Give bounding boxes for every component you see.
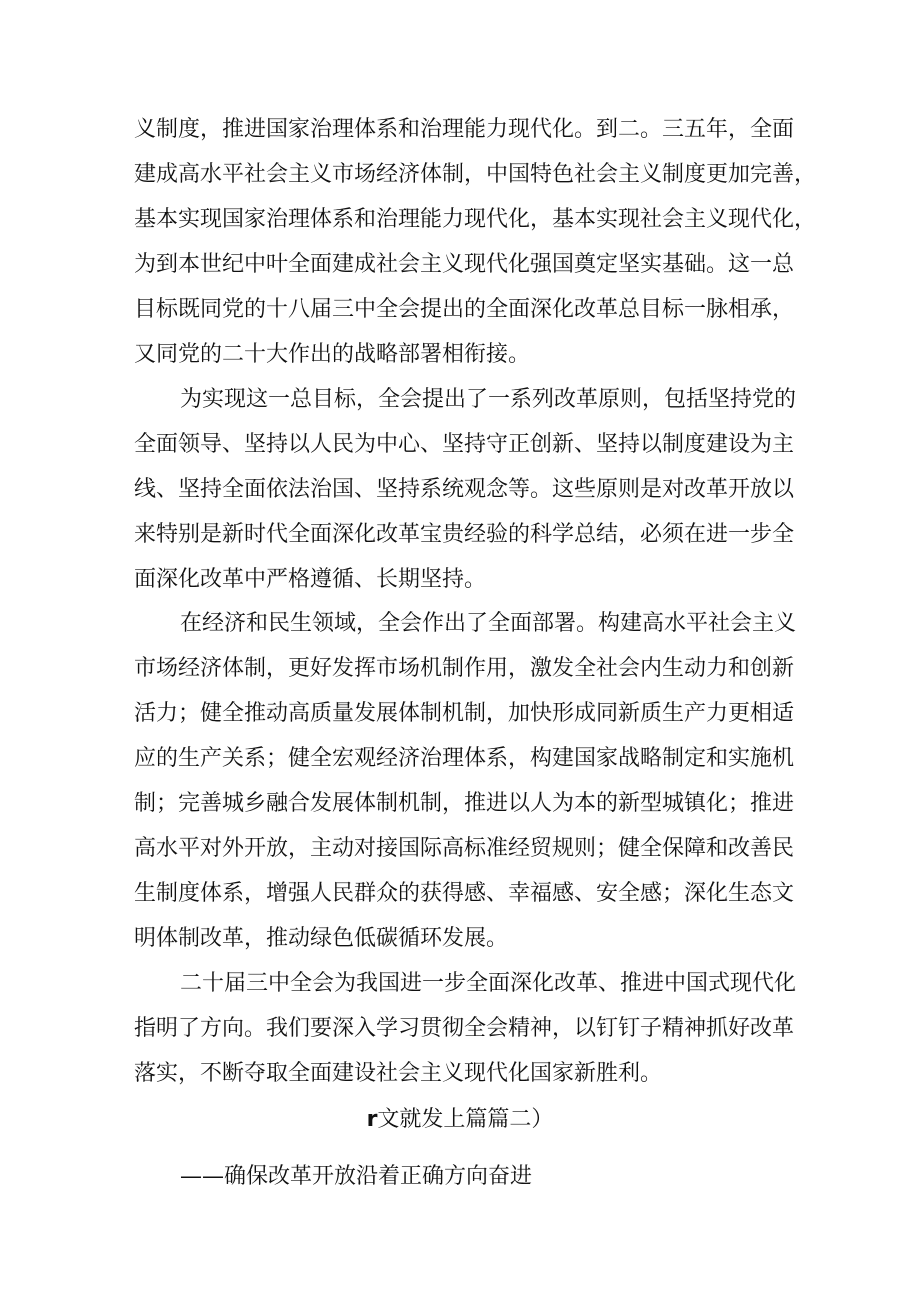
paragraph-line: 在经济和民生领域，全会作出了全面部署。构建高水平社会主义	[180, 611, 797, 636]
paragraph-line: 义制度，推进国家治理体系和治理能力现代化。到二。三五年，全面	[134, 117, 795, 142]
paragraph-line: 生制度体系，增强人民群众的获得感、幸福感、安全感；深化生态文	[134, 881, 795, 906]
section-heading-text: 文就发上篇篇二）	[377, 1107, 554, 1132]
paragraph-line: 来特别是新时代全面深化改革宝贵经验的科学总结，必须在进一步全	[134, 522, 795, 547]
paragraph-line: 市场经济体制，更好发挥市场机制作用，激发全社会内生动力和创新	[134, 656, 795, 681]
paragraph-line: 线、坚持全面依法治国、坚持系统观念等。这些原则是对改革开放以	[134, 477, 795, 502]
paragraph-line: 又同党的二十大作出的战略部署相衔接。	[134, 342, 531, 367]
paragraph-line: 建成高水平社会主义市场经济体制，中国特色社会主义制度更加完善，	[134, 162, 817, 187]
paragraph-line: 二十届三中全会为我国进一步全面深化改革、推进中国式现代化	[180, 971, 797, 996]
paragraph-line: 应的生产关系；健全宏观经济治理体系，构建国家战略制定和实施机	[134, 746, 795, 771]
section-subheading: ——确保改革开放沿着正确方向奋进	[180, 1164, 533, 1189]
section-heading-mark: r	[366, 1107, 378, 1132]
paragraph-line: 活力；健全推动高质量发展体制机制，加快形成同新质生产力更相适	[134, 701, 795, 726]
paragraph-line: 目标既同党的十八届三中全会提出的全面深化改革总目标一脉相承，	[134, 297, 795, 322]
paragraph-line: 制；完善城乡融合发展体制机制，推进以人为本的新型城镇化；推进	[134, 791, 795, 816]
paragraph-line: 指明了方向。我们要深入学习贯彻全会精神，以钉钉子精神抓好改革	[134, 1016, 795, 1041]
paragraph-line: 明体制改革，推动绿色低碳循环发展。	[134, 926, 509, 951]
paragraph-line: 落实，不断夺取全面建设社会主义现代化国家新胜利。	[134, 1061, 663, 1086]
paragraph-line: 基本实现国家治理体系和治理能力现代化，基本实现社会主义现代化，	[134, 207, 817, 232]
paragraph-line: 为实现这一总目标，全会提出了一系列改革原则，包括坚持党的	[180, 387, 797, 412]
section-heading	[0, 1098, 920, 1142]
paragraph-line: 为到本世纪中叶全面建成社会主义现代化强国奠定坚实基础。这一总	[134, 252, 795, 277]
paragraph-line: 面深化改革中严格遵循、长期坚持。	[134, 567, 487, 592]
paragraph-line: 全面领导、坚持以人民为中心、坚持守正创新、坚持以制度建设为主	[134, 432, 795, 457]
paragraph-line: 高水平对外开放，主动对接国际高标准经贸规则；健全保障和改善民	[134, 836, 795, 861]
